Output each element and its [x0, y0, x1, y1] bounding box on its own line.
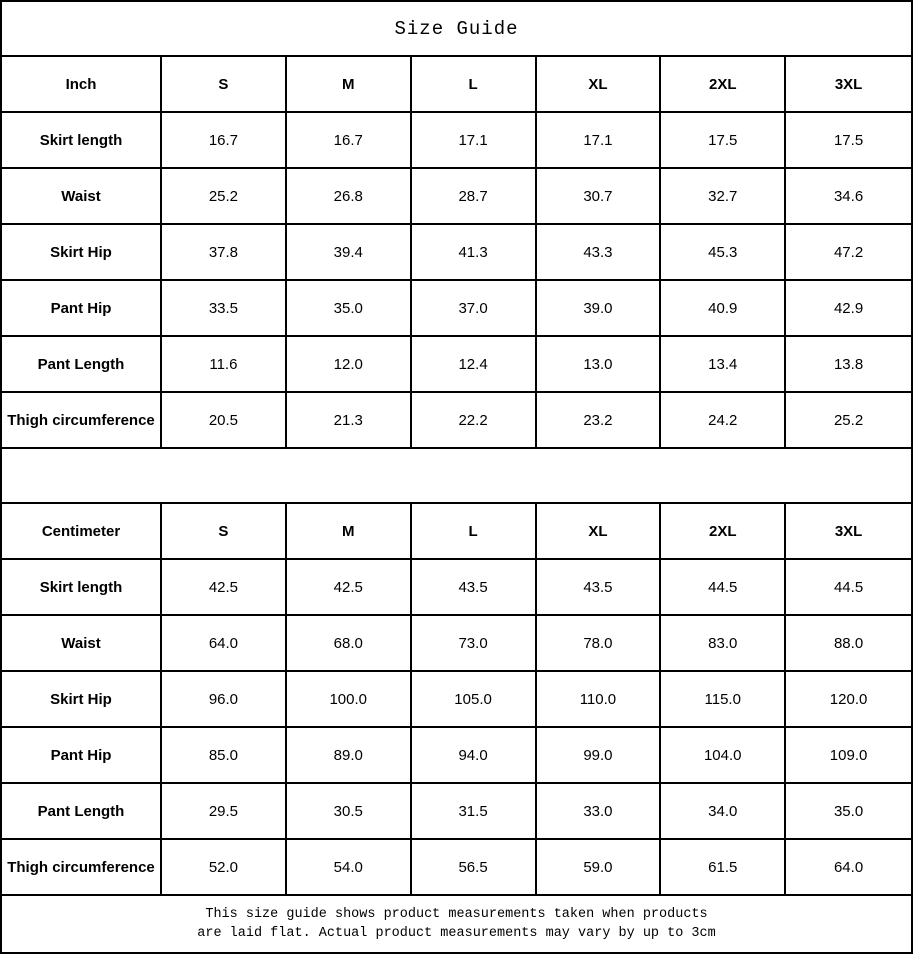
- size-header-s: S: [162, 57, 287, 113]
- row-label: Skirt Hip: [2, 672, 162, 728]
- size-header-s: S: [162, 504, 287, 560]
- value-cell: 39.0: [537, 281, 662, 337]
- value-cell: 17.1: [412, 113, 537, 169]
- footer-line-1: This size guide shows product measurements taken when products: [205, 907, 708, 922]
- value-cell: 52.0: [162, 840, 287, 896]
- size-header-l: L: [412, 57, 537, 113]
- value-cell: 28.7: [412, 169, 537, 225]
- centimeter-table: [2, 504, 911, 896]
- value-cell: 73.0: [412, 616, 537, 672]
- value-cell: 25.2: [786, 393, 911, 449]
- value-cell: 44.5: [661, 560, 786, 616]
- value-cell: 31.5: [412, 784, 537, 840]
- value-cell: 34.0: [661, 784, 786, 840]
- value-cell: 42.5: [162, 560, 287, 616]
- size-header-m: M: [287, 504, 412, 560]
- value-cell: 30.5: [287, 784, 412, 840]
- value-cell: 17.1: [537, 113, 662, 169]
- unit-header-centimeter: Centimeter: [2, 504, 162, 560]
- size-header-xl: XL: [537, 57, 662, 113]
- size-header-l: L: [412, 504, 537, 560]
- value-cell: 120.0: [786, 672, 911, 728]
- value-cell: 17.5: [786, 113, 911, 169]
- value-cell: 16.7: [287, 113, 412, 169]
- value-cell: 83.0: [661, 616, 786, 672]
- value-cell: 85.0: [162, 728, 287, 784]
- value-cell: 39.4: [287, 225, 412, 281]
- value-cell: 43.3: [537, 225, 662, 281]
- value-cell: 89.0: [287, 728, 412, 784]
- value-cell: 13.0: [537, 337, 662, 393]
- value-cell: 104.0: [661, 728, 786, 784]
- row-label: Pant Length: [2, 784, 162, 840]
- value-cell: 21.3: [287, 393, 412, 449]
- value-cell: 11.6: [162, 337, 287, 393]
- unit-header-inch: Inch: [2, 57, 162, 113]
- value-cell: 45.3: [661, 225, 786, 281]
- value-cell: 43.5: [412, 560, 537, 616]
- value-cell: 35.0: [786, 784, 911, 840]
- value-cell: 43.5: [537, 560, 662, 616]
- value-cell: 61.5: [661, 840, 786, 896]
- value-cell: 110.0: [537, 672, 662, 728]
- value-cell: 88.0: [786, 616, 911, 672]
- size-header-xl: XL: [537, 504, 662, 560]
- value-cell: 59.0: [537, 840, 662, 896]
- value-cell: 105.0: [412, 672, 537, 728]
- row-label: Thigh circumference: [2, 393, 162, 449]
- value-cell: 115.0: [661, 672, 786, 728]
- value-cell: 30.7: [537, 169, 662, 225]
- row-label: Skirt length: [2, 560, 162, 616]
- page-title: Size Guide: [2, 2, 911, 57]
- value-cell: 94.0: [412, 728, 537, 784]
- value-cell: 13.4: [661, 337, 786, 393]
- value-cell: 37.0: [412, 281, 537, 337]
- row-label: Skirt length: [2, 113, 162, 169]
- value-cell: 78.0: [537, 616, 662, 672]
- size-header-3xl: 3XL: [786, 504, 911, 560]
- row-label: Waist: [2, 616, 162, 672]
- value-cell: 64.0: [786, 840, 911, 896]
- value-cell: 22.2: [412, 393, 537, 449]
- value-cell: 33.5: [162, 281, 287, 337]
- row-label: Pant Hip: [2, 728, 162, 784]
- value-cell: 24.2: [661, 393, 786, 449]
- value-cell: 41.3: [412, 225, 537, 281]
- value-cell: 42.9: [786, 281, 911, 337]
- value-cell: 64.0: [162, 616, 287, 672]
- value-cell: 32.7: [661, 169, 786, 225]
- row-label: Thigh circumference: [2, 840, 162, 896]
- value-cell: 29.5: [162, 784, 287, 840]
- row-label: Pant Length: [2, 337, 162, 393]
- value-cell: 23.2: [537, 393, 662, 449]
- value-cell: 99.0: [537, 728, 662, 784]
- value-cell: 20.5: [162, 393, 287, 449]
- value-cell: 42.5: [287, 560, 412, 616]
- size-header-2xl: 2XL: [661, 504, 786, 560]
- value-cell: 13.8: [786, 337, 911, 393]
- row-label: Waist: [2, 169, 162, 225]
- size-header-m: M: [287, 57, 412, 113]
- size-header-3xl: 3XL: [786, 57, 911, 113]
- value-cell: 25.2: [162, 169, 287, 225]
- row-label: Pant Hip: [2, 281, 162, 337]
- value-cell: 37.8: [162, 225, 287, 281]
- value-cell: 12.4: [412, 337, 537, 393]
- value-cell: 40.9: [661, 281, 786, 337]
- value-cell: 35.0: [287, 281, 412, 337]
- value-cell: 109.0: [786, 728, 911, 784]
- size-header-2xl: 2XL: [661, 57, 786, 113]
- footer-note: [2, 896, 911, 952]
- value-cell: 54.0: [287, 840, 412, 896]
- value-cell: 68.0: [287, 616, 412, 672]
- inch-table: [2, 57, 911, 449]
- value-cell: 96.0: [162, 672, 287, 728]
- value-cell: 33.0: [537, 784, 662, 840]
- value-cell: 34.6: [786, 169, 911, 225]
- value-cell: 26.8: [287, 169, 412, 225]
- value-cell: 47.2: [786, 225, 911, 281]
- row-label: Skirt Hip: [2, 225, 162, 281]
- value-cell: 100.0: [287, 672, 412, 728]
- value-cell: 16.7: [162, 113, 287, 169]
- value-cell: 12.0: [287, 337, 412, 393]
- value-cell: 56.5: [412, 840, 537, 896]
- table-spacer: [2, 449, 911, 504]
- value-cell: 17.5: [661, 113, 786, 169]
- footer-line-2: are laid flat. Actual product measurements may vary by up to 3cm: [197, 926, 716, 941]
- value-cell: 44.5: [786, 560, 911, 616]
